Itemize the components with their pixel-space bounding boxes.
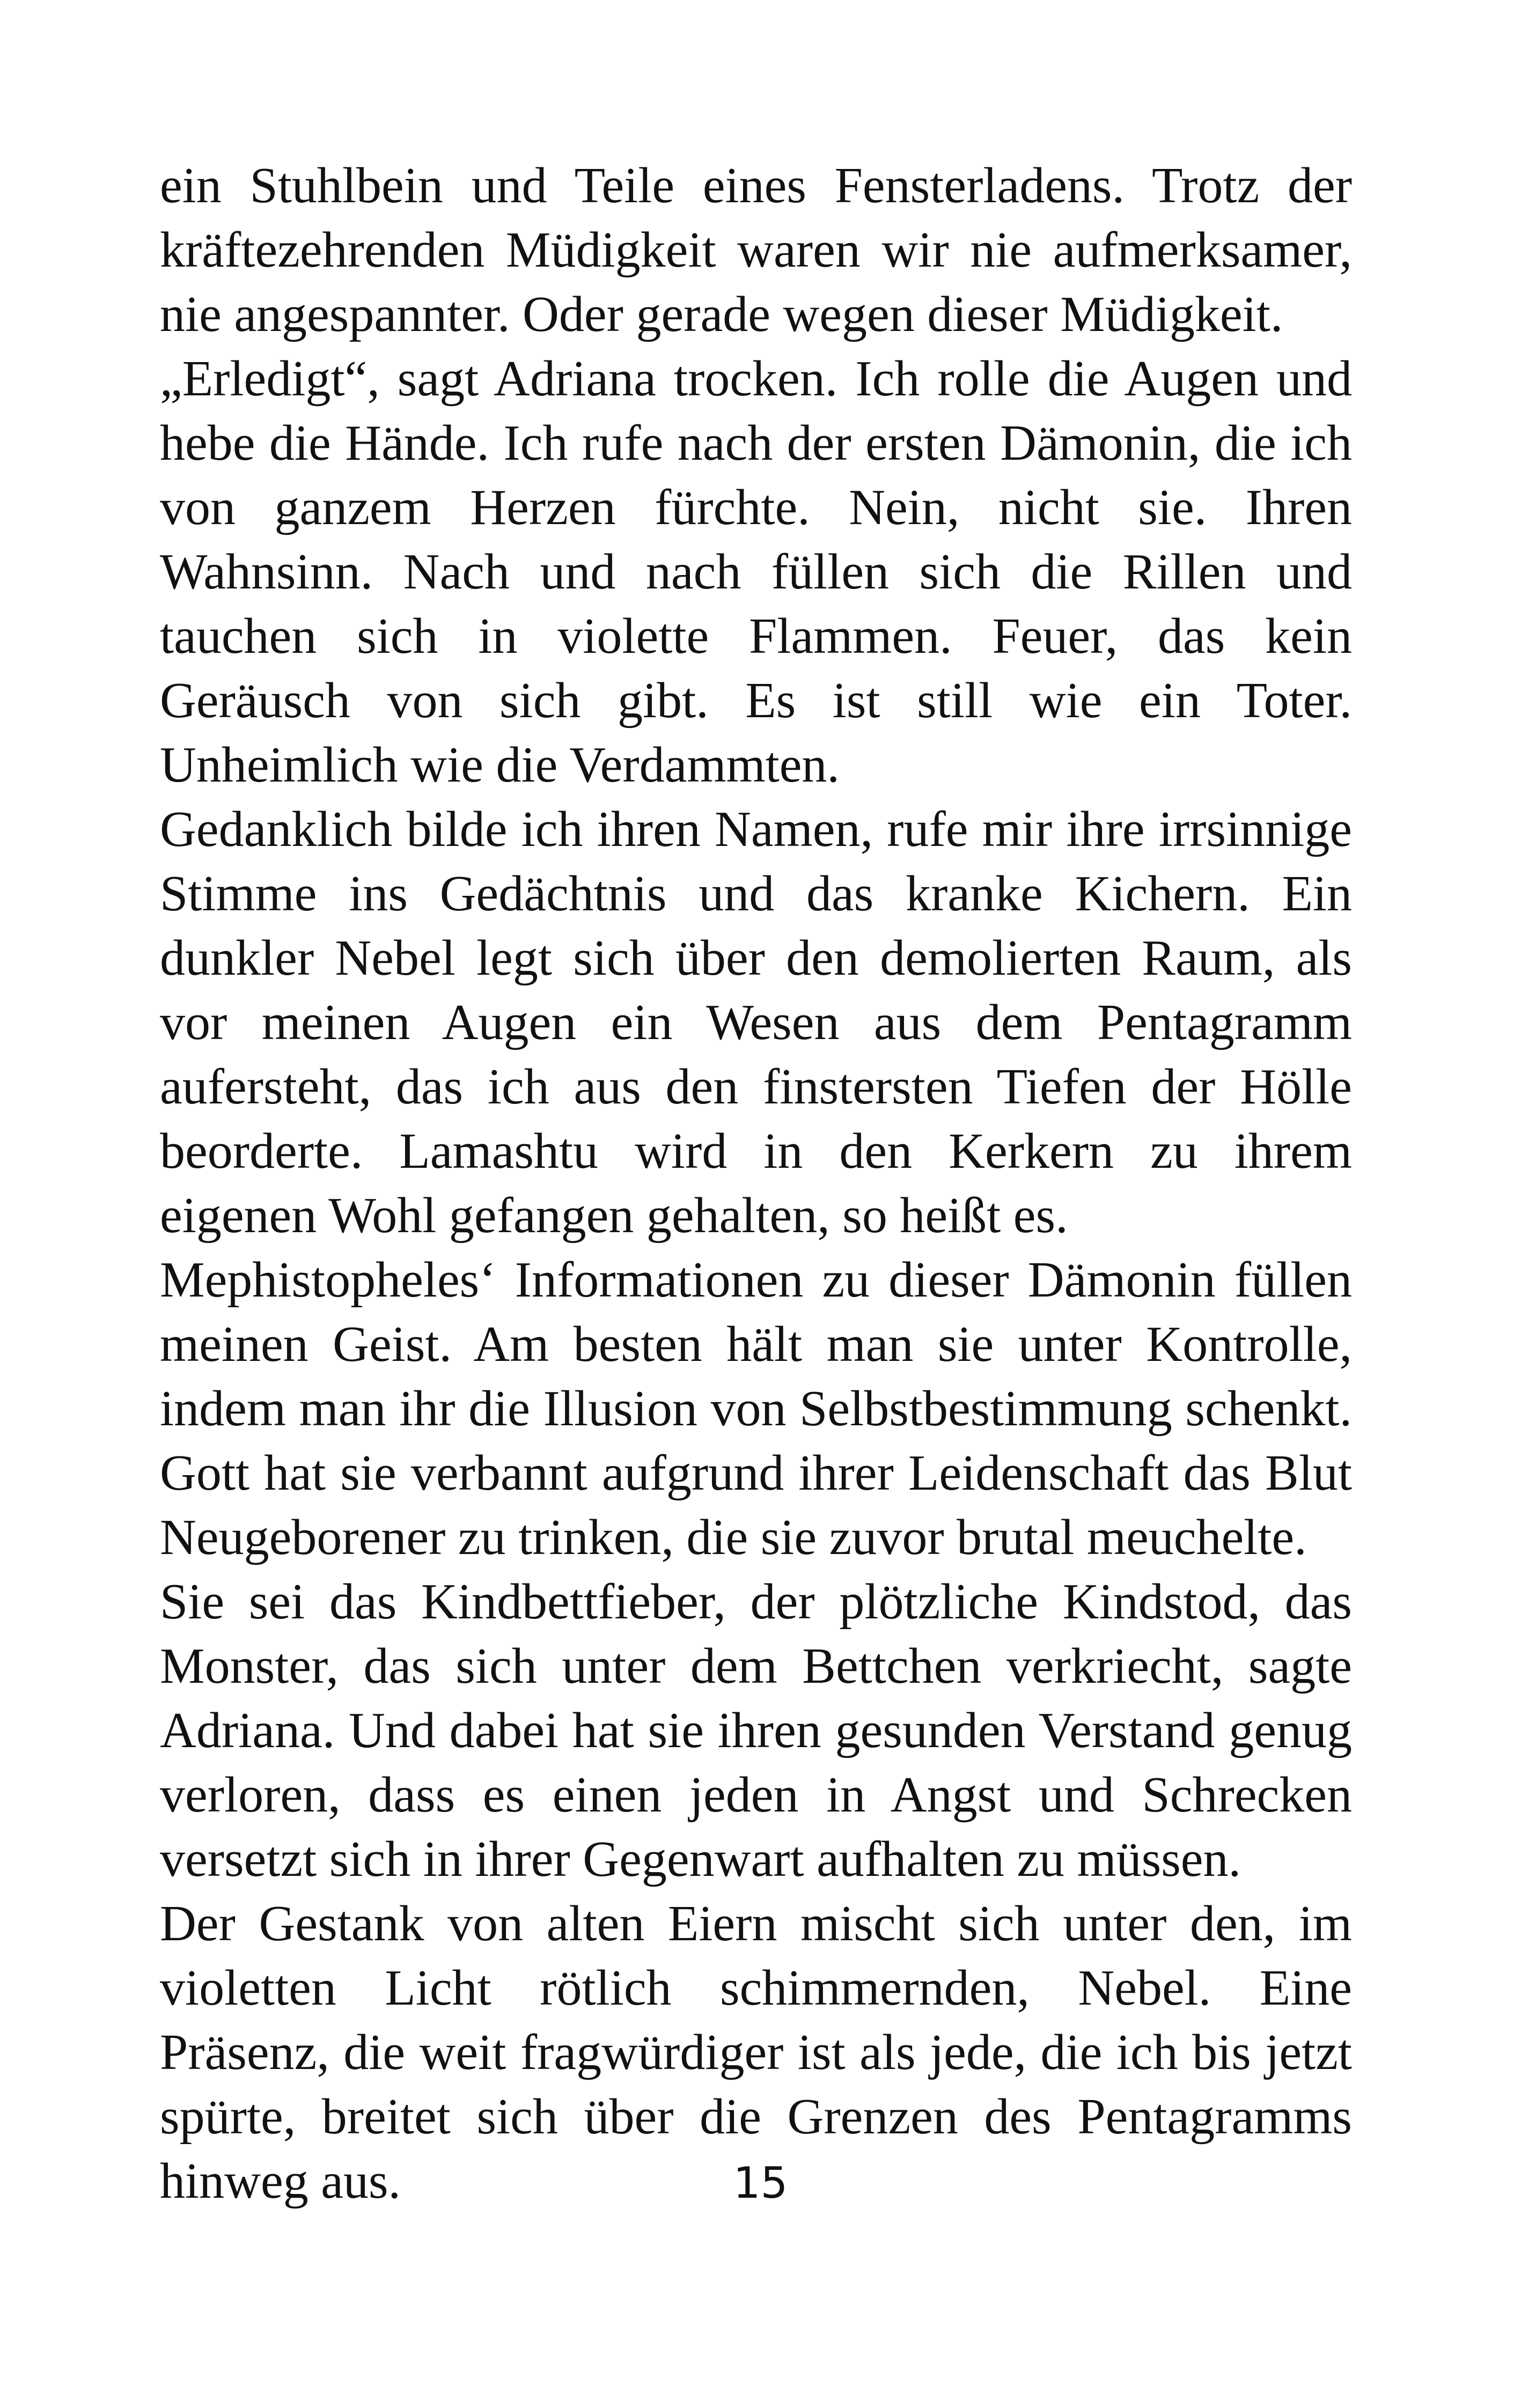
paragraph-3: Gedanklich bilde ich ihren Namen, rufe mir ihre irrsinnige Stimme ins Gedächtnis und das kranke Kichern. Ein dunkler Nebel legt sich über den demolierten Raum, als vor meinen Augen ein Wesen aus dem Pentagramm aufersteht, das ich aus den finstersten Tiefen der Hölle beorderte. Lamashtu wird in den Kerkern zu ihrem eigenen Wohl gefangen gehalten, so heißt es. <box>160 801 1352 1243</box>
body-text <box>160 153 1352 2213</box>
paragraph-4: Mephistopheles‘ Informationen zu dieser Dämonin füllen meinen Geist. Am besten hält man sie unter Kontrolle, indem man ihr die Illusion von Selbstbestimmung schenkt. Gott hat sie verbannt aufgrund ihrer Leidenschaft das Blut Neugeborener zu trinken, die sie zuvor brutal meuchelte. <box>160 1252 1352 1565</box>
paragraph-5: Sie sei das Kindbettfieber, der plötzliche Kindstod, das Monster, das sich unter dem Bettchen verkriecht, sagte Adriana. Und dabei hat sie ihren gesunden Verstand genug verloren, dass es einen jeden in Angst und Schrecken versetzt sich in ihrer Gegenwart aufhalten zu müssen. <box>160 1574 1352 1887</box>
paragraph-6: Der Gestank von alten Eiern mischt sich unter den, im violetten Licht rötlich schimmernden, Nebel. Eine Präsenz, die weit fragwürdiger ist als jede, die ich bis jetzt spürte, breitet sich über die Grenzen des Pentagramms hinweg aus. <box>160 1896 1352 2209</box>
page-number: 15 <box>733 2158 788 2208</box>
paragraph-2: „Erledigt“, sagt Adriana trocken. Ich rolle die Augen und hebe die Hände. Ich rufe nach der ersten Dämonin, die ich von ganzem Herzen fürchte. Nein, nicht sie. Ihren Wahnsinn. Nach und nach füllen sich die Rillen und tauchen sich in violette Flammen. Feuer, das kein Geräusch von sich gibt. Es ist still wie ein Toter. Unheimlich wie die Verdammten. <box>160 351 1352 793</box>
paragraph-1: ein Stuhlbein und Teile eines Fensterladens. Trotz der kräftezehrenden Müdigkeit waren wir nie aufmerksamer, nie angespannter. Oder gerade wegen dieser Müdigkeit. <box>160 158 1352 342</box>
